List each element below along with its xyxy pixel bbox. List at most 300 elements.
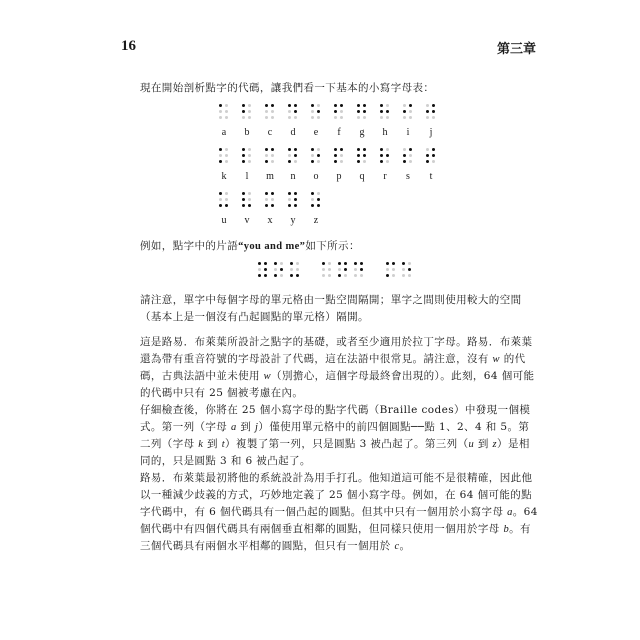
braille-dot: [338, 262, 341, 265]
braille-dot: [363, 160, 366, 163]
braille-word: [258, 262, 306, 278]
braille-dot: [403, 154, 406, 157]
braille-cell: [380, 148, 390, 164]
braille-letter-z: [309, 192, 332, 226]
braille-dot: [392, 268, 395, 271]
braille-letter-label: k: [221, 171, 227, 182]
braille-letter-n: [286, 148, 309, 182]
braille-dot: [265, 110, 268, 113]
braille-dot: [311, 198, 314, 201]
braille-dot: [265, 160, 268, 163]
braille-dot: [403, 104, 406, 107]
braille-dot: [225, 148, 228, 151]
braille-cell: [338, 262, 348, 278]
braille-dot: [409, 148, 412, 151]
braille-word: [322, 262, 370, 278]
braille-dot: [403, 160, 406, 163]
braille-dot: [294, 148, 297, 151]
p2-letter: w: [492, 354, 500, 365]
braille-dot: [219, 204, 222, 207]
braille-dot: [219, 154, 222, 157]
braille-dot: [265, 148, 268, 151]
braille-letter-label: m: [266, 171, 274, 182]
example-prefix: 例如，點字中的片語: [140, 240, 239, 252]
p3-letter: z: [492, 439, 498, 450]
braille-letter-label: f: [337, 127, 341, 138]
braille-letter-s: [401, 148, 424, 182]
braille-cell: [219, 104, 229, 120]
p3-text: ）僅使用單元格中的前四個圓點──點 1、2、4 和 5。第二列（字母: [140, 421, 530, 450]
p4-text: 。有三個代碼具有兩個水平相鄰的圓點，但只有一個用於: [140, 523, 531, 552]
braille-dot: [328, 268, 331, 271]
p3-text: ）複製了第一列，只是圓點 3 被凸起了。第三列（: [225, 438, 469, 450]
braille-dot: [392, 262, 395, 265]
braille-letter-l: [240, 148, 263, 182]
braille-cell: [380, 104, 390, 120]
braille-dot: [288, 148, 291, 151]
braille-dot: [290, 274, 293, 277]
braille-cell: [403, 148, 413, 164]
braille-dot: [328, 262, 331, 265]
braille-cell: [265, 104, 275, 120]
braille-dot: [258, 268, 261, 271]
braille-phrase-example: [258, 262, 418, 278]
braille-dot: [426, 154, 429, 157]
braille-cell: [265, 148, 275, 164]
p3-text: 到: [474, 438, 493, 450]
braille-dot: [357, 148, 360, 151]
braille-dot: [219, 192, 222, 195]
braille-cell: [334, 104, 344, 120]
braille-dot: [258, 274, 261, 277]
braille-dot: [334, 104, 337, 107]
braille-dot: [271, 198, 274, 201]
braille-dot: [338, 274, 341, 277]
braille-dot: [386, 148, 389, 151]
braille-dot: [294, 154, 297, 157]
braille-letter-label: r: [383, 171, 387, 182]
braille-dot: [290, 268, 293, 271]
braille-dot: [380, 104, 383, 107]
braille-letter-label: p: [336, 171, 342, 182]
braille-dot: [363, 148, 366, 151]
braille-letter-f: [332, 104, 355, 138]
braille-dot: [363, 110, 366, 113]
braille-dot: [340, 148, 343, 151]
braille-dot: [248, 192, 251, 195]
p3-letter: t: [221, 439, 226, 450]
braille-dot: [409, 116, 412, 119]
braille-dot: [409, 160, 412, 163]
braille-letter-t: [424, 148, 447, 182]
braille-dot: [280, 274, 283, 277]
braille-row: [217, 192, 332, 226]
braille-dot: [242, 204, 245, 207]
braille-dot: [357, 154, 360, 157]
braille-letter-i: [401, 104, 424, 138]
braille-dot: [386, 104, 389, 107]
braille-dot: [265, 204, 268, 207]
braille-letter-label: x: [267, 215, 273, 226]
example-phrase: “you and me”: [238, 241, 306, 252]
p4-letter: a: [507, 507, 513, 518]
braille-dot: [265, 192, 268, 195]
p4-text: 路易．布萊葉最初將他的系統設計為用手打孔。他知道這可能不是很精確，因此他以一種減少歧義的方式，巧妙地定義了 25 個小寫字母。例如，在 64 個可能的點字代碼中，有 6 個代碼具有一個凸起的圓點。但其中只有一個用於小寫字母: [140, 472, 533, 518]
braille-dot: [403, 148, 406, 151]
braille-letter-m: [263, 148, 286, 182]
braille-dot: [311, 116, 314, 119]
braille-dot: [288, 192, 291, 195]
braille-dot: [311, 148, 314, 151]
braille-cell: [311, 192, 321, 208]
braille-letter-g: [355, 104, 378, 138]
braille-dot: [426, 116, 429, 119]
braille-dot: [294, 204, 297, 207]
braille-dot: [409, 104, 412, 107]
braille-dot: [380, 110, 383, 113]
braille-dot: [386, 262, 389, 265]
braille-dot: [322, 262, 325, 265]
braille-letter-label: j: [429, 127, 433, 138]
braille-letter-label: b: [244, 127, 250, 138]
braille-dot: [280, 268, 283, 271]
braille-dot: [264, 268, 267, 271]
braille-dot: [328, 274, 331, 277]
braille-cell: [357, 104, 367, 120]
braille-dot: [363, 116, 366, 119]
p3-text: 到: [236, 421, 255, 433]
braille-dot: [409, 154, 412, 157]
braille-dot: [402, 268, 405, 271]
braille-dot: [363, 154, 366, 157]
braille-dot: [317, 192, 320, 195]
braille-dot: [334, 154, 337, 157]
braille-dot: [340, 116, 343, 119]
braille-dot: [344, 268, 347, 271]
braille-letter-r: [378, 148, 401, 182]
braille-dot: [225, 204, 228, 207]
braille-dot: [317, 116, 320, 119]
braille-dot: [340, 104, 343, 107]
p3-letter: j: [254, 422, 259, 433]
braille-dot: [288, 160, 291, 163]
braille-dot: [265, 154, 268, 157]
braille-dot: [219, 160, 222, 163]
example-suffix: 如下所示：: [305, 240, 360, 252]
braille-letter-q: [355, 148, 378, 182]
p3-text: ）是相同的，只是圓點 3 和 6 被凸起了。: [140, 438, 530, 467]
braille-dot: [354, 262, 357, 265]
braille-dot: [265, 104, 268, 107]
braille-dot: [386, 110, 389, 113]
braille-dot: [288, 204, 291, 207]
braille-dot: [288, 154, 291, 157]
braille-row: [217, 104, 447, 138]
p4-text: 。64 個代碼中有四個代碼具有兩個垂直相鄰的圓點，但同樣只使用一個用於字母: [140, 506, 538, 535]
braille-dot: [219, 198, 222, 201]
braille-dot: [334, 148, 337, 151]
braille-cell: [219, 192, 229, 208]
braille-dot: [357, 104, 360, 107]
braille-dot: [225, 104, 228, 107]
braille-cell: [242, 148, 252, 164]
braille-letter-label: c: [267, 127, 273, 138]
braille-dot: [338, 268, 341, 271]
braille-dot: [288, 104, 291, 107]
p3-text: 仔細檢查後，你將在 25 個小寫字母的點字代碼（Braille codes）中發現一個模式。第一列（字母: [140, 404, 531, 433]
braille-dot: [360, 274, 363, 277]
p2-letter: w: [263, 371, 272, 382]
braille-dot: [271, 160, 274, 163]
braille-dot: [288, 110, 291, 113]
braille-cell: [354, 262, 364, 278]
braille-letter-label: u: [221, 215, 227, 226]
braille-dot: [386, 268, 389, 271]
braille-dot: [271, 192, 274, 195]
braille-dot: [317, 104, 320, 107]
braille-letter-c: [263, 104, 286, 138]
braille-cell: [288, 104, 298, 120]
braille-dot: [334, 160, 337, 163]
braille-dot: [357, 110, 360, 113]
braille-dot: [386, 274, 389, 277]
braille-letter-label: g: [359, 127, 365, 138]
braille-dot: [280, 262, 283, 265]
braille-dot: [264, 274, 267, 277]
p2-text: 的代碼，古典法語中並未使用: [140, 353, 526, 382]
braille-letter-a: [217, 104, 240, 138]
p2-text: 這是路易．布萊葉所設計之點字的基礎，或者至少適用於拉丁字母。路易．布萊葉還為帶有重音符號的字母設計了代碼，這在法語中很常見。請注意，沒有: [140, 336, 533, 365]
braille-dot: [334, 110, 337, 113]
braille-dot: [403, 110, 406, 113]
braille-dot: [258, 262, 261, 265]
p3-text: 到: [203, 438, 222, 450]
braille-dot: [317, 110, 320, 113]
braille-dot: [432, 154, 435, 157]
braille-dot: [248, 104, 251, 107]
braille-dot: [311, 104, 314, 107]
paragraph-4: [140, 470, 540, 555]
braille-dot: [344, 262, 347, 265]
braille-letter-label: z: [313, 215, 319, 226]
braille-dot: [432, 160, 435, 163]
braille-dot: [271, 104, 274, 107]
braille-dot: [317, 148, 320, 151]
braille-cell: [288, 192, 298, 208]
braille-letter-label: s: [406, 171, 410, 182]
p3-letter: k: [198, 439, 204, 450]
braille-dot: [432, 116, 435, 119]
braille-dot: [311, 204, 314, 207]
braille-letter-u: [217, 192, 240, 226]
braille-dot: [426, 148, 429, 151]
braille-dot: [248, 204, 251, 207]
braille-dot: [317, 204, 320, 207]
braille-letter-k: [217, 148, 240, 182]
braille-cell: [242, 104, 252, 120]
p2-text: （別擔心，這個字母最終會出現的）。此刻，64 個可能的代碼中只有 25 個被考慮在內。: [140, 370, 535, 399]
braille-letter-label: y: [290, 215, 296, 226]
braille-dot: [274, 268, 277, 271]
braille-cell: [258, 262, 268, 278]
braille-cell: [311, 148, 321, 164]
braille-letter-b: [240, 104, 263, 138]
braille-dot: [225, 116, 228, 119]
braille-cell: [386, 262, 396, 278]
braille-letter-label: i: [406, 127, 410, 138]
braille-dot: [248, 116, 251, 119]
braille-letter-d: [286, 104, 309, 138]
braille-cell: [290, 262, 300, 278]
braille-cell: [288, 148, 298, 164]
braille-cell: [334, 148, 344, 164]
braille-letter-label: e: [313, 127, 319, 138]
braille-dot: [242, 160, 245, 163]
braille-dot: [386, 154, 389, 157]
braille-dot: [311, 192, 314, 195]
paragraph-2: [140, 334, 540, 402]
braille-dot: [340, 154, 343, 157]
braille-letter-h: [378, 104, 401, 138]
braille-dot: [296, 262, 299, 265]
braille-dot: [322, 274, 325, 277]
braille-letter-o: [309, 148, 332, 182]
braille-dot: [248, 160, 251, 163]
example-paragraph: [140, 238, 540, 255]
p3-letter: a: [230, 422, 237, 433]
braille-dot: [225, 154, 228, 157]
braille-cell: [219, 148, 229, 164]
braille-dot: [386, 160, 389, 163]
braille-dot: [288, 116, 291, 119]
braille-dot: [311, 154, 314, 157]
braille-dot: [354, 274, 357, 277]
page-number: 16: [121, 38, 136, 54]
braille-row: [217, 148, 447, 182]
braille-dot: [408, 274, 411, 277]
braille-dot: [294, 160, 297, 163]
p4-letter: b: [503, 524, 510, 535]
p3-letter: u: [468, 439, 475, 450]
braille-letter-label: a: [221, 127, 227, 138]
braille-dot: [380, 116, 383, 119]
braille-dot: [322, 268, 325, 271]
braille-dot: [380, 148, 383, 151]
braille-dot: [344, 274, 347, 277]
braille-cell: [311, 104, 321, 120]
braille-dot: [392, 274, 395, 277]
braille-dot: [402, 274, 405, 277]
p4-text: 。: [399, 540, 411, 552]
braille-dot: [426, 110, 429, 113]
braille-dot: [219, 148, 222, 151]
braille-dot: [274, 274, 277, 277]
braille-dot: [408, 262, 411, 265]
braille-letter-v: [240, 192, 263, 226]
braille-dot: [265, 198, 268, 201]
braille-dot: [225, 192, 228, 195]
braille-letter-label: v: [244, 215, 250, 226]
braille-letter-e: [309, 104, 332, 138]
braille-dot: [311, 160, 314, 163]
braille-dot: [225, 198, 228, 201]
braille-dot: [294, 116, 297, 119]
braille-dot: [219, 104, 222, 107]
braille-dot: [360, 268, 363, 271]
braille-dot: [219, 116, 222, 119]
braille-cell: [274, 262, 284, 278]
braille-cell: [426, 104, 436, 120]
braille-letter-p: [332, 148, 355, 182]
braille-cell: [322, 262, 332, 278]
braille-dot: [386, 116, 389, 119]
braille-letter-label: n: [290, 171, 296, 182]
braille-cell: [403, 104, 413, 120]
braille-cell: [242, 192, 252, 208]
braille-dot: [242, 154, 245, 157]
braille-dot: [265, 116, 268, 119]
braille-dot: [426, 104, 429, 107]
braille-dot: [402, 262, 405, 265]
braille-dot: [408, 268, 411, 271]
braille-dot: [354, 268, 357, 271]
braille-dot: [432, 104, 435, 107]
braille-dot: [271, 148, 274, 151]
paragraph-3: [140, 402, 540, 470]
braille-dot: [242, 116, 245, 119]
braille-cell: [402, 262, 412, 278]
braille-dot: [317, 198, 320, 201]
braille-dot: [288, 198, 291, 201]
braille-letter-label: d: [290, 127, 296, 138]
braille-dot: [403, 116, 406, 119]
braille-letter-label: l: [245, 171, 249, 182]
p4-letter: c: [394, 541, 400, 552]
braille-dot: [242, 198, 245, 201]
braille-dot: [271, 154, 274, 157]
braille-dot: [271, 204, 274, 207]
chapter-title: 第三章: [496, 42, 536, 57]
braille-dot: [219, 110, 222, 113]
paragraph-1: 請注意，單字中每個字母的單元格由一點空間隔開；單字之間則使用較大的空間（基本上是一個沒有凸起圓點的單元格）隔開。: [140, 294, 522, 323]
braille-dot: [242, 148, 245, 151]
braille-dot: [225, 160, 228, 163]
braille-dot: [274, 262, 277, 265]
braille-dot: [380, 154, 383, 157]
braille-dot: [380, 160, 383, 163]
braille-dot: [294, 198, 297, 201]
braille-dot: [294, 192, 297, 195]
braille-dot: [363, 104, 366, 107]
braille-letter-label: q: [359, 171, 365, 182]
braille-letter-x: [263, 192, 286, 226]
braille-dot: [340, 160, 343, 163]
braille-dot: [271, 110, 274, 113]
braille-dot: [296, 268, 299, 271]
braille-dot: [271, 116, 274, 119]
braille-letter-label: o: [313, 171, 319, 182]
braille-cell: [265, 192, 275, 208]
braille-dot: [294, 104, 297, 107]
braille-dot: [340, 110, 343, 113]
braille-dot: [242, 104, 245, 107]
braille-dot: [242, 192, 245, 195]
braille-letter-label: t: [429, 171, 433, 182]
braille-dot: [290, 262, 293, 265]
braille-cell: [357, 148, 367, 164]
braille-dot: [432, 110, 435, 113]
braille-letter-label: h: [382, 127, 388, 138]
